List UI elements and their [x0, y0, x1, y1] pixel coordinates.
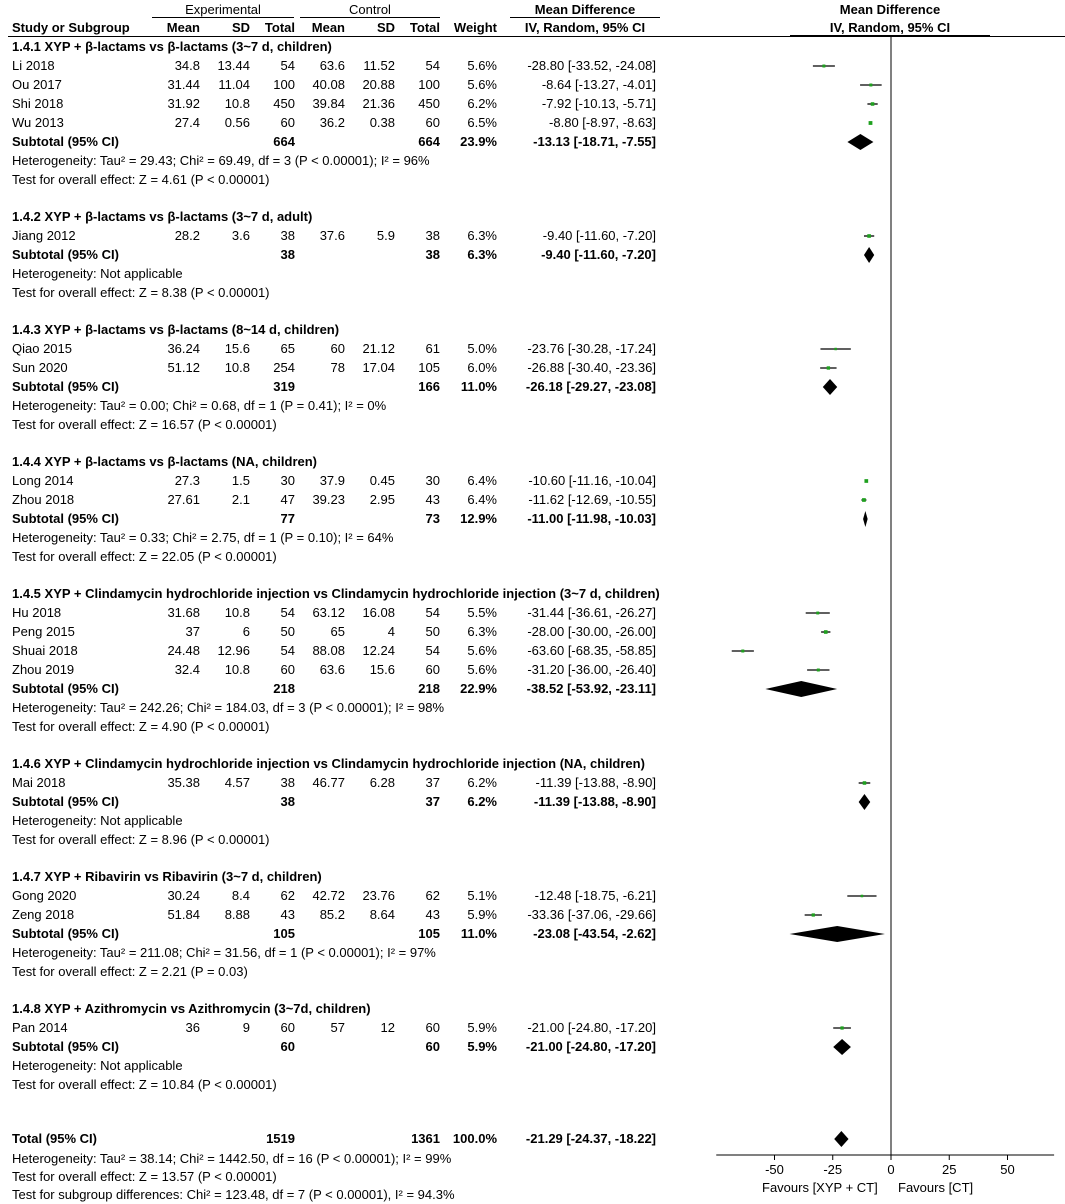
x-axis-tick-label: 25	[942, 1162, 957, 1177]
study-cell-e-total: 54	[280, 58, 295, 73]
study-cell-e-total: 38	[280, 775, 295, 790]
study-cell-c-mean: 46.77	[312, 775, 345, 790]
study-cell-c-total: 60	[425, 1020, 440, 1035]
total-ci: -21.29 [-24.37, -18.22]	[525, 1131, 656, 1146]
subtotal-ci: -13.13 [-18.71, -7.55]	[533, 134, 656, 149]
heterogeneity-text: Heterogeneity: Not applicable	[12, 266, 183, 281]
study-cell-c-total: 30	[425, 473, 440, 488]
study-cell-e-total: 38	[280, 228, 295, 243]
subtotal-ctl-total: 37	[425, 794, 440, 809]
study-cell-c-total: 105	[418, 360, 440, 375]
study-cell-c-mean: 78	[330, 360, 345, 375]
study-cell-ci-text: -21.00 [-24.80, -17.20]	[527, 1020, 656, 1035]
subtotal-label: Subtotal (95% CI)	[12, 1039, 119, 1054]
total-diamond	[834, 1131, 848, 1147]
col-ci: IV, Random, 95% CI	[524, 20, 646, 35]
study-cell-c-total: 43	[425, 907, 440, 922]
study-cell-c-total: 50	[425, 624, 440, 639]
study-cell-weight: 5.9%	[467, 907, 497, 922]
study-point-estimate	[834, 348, 836, 350]
study-cell-ci-text: -8.64 [-13.27, -4.01]	[541, 77, 656, 92]
study-cell-weight: 6.0%	[467, 360, 497, 375]
study-cell-name: Shuai 2018	[12, 643, 78, 658]
study-cell-name: Wu 2013	[12, 115, 64, 130]
study-cell-e-mean: 51.84	[167, 907, 200, 922]
subtotal-label: Subtotal (95% CI)	[12, 681, 119, 696]
study-cell-e-sd: 9	[242, 1020, 250, 1035]
overall-effect-text: Test for overall effect: Z = 16.57 (P < 0.00001)	[12, 417, 277, 432]
study-cell-e-mean: 27.3	[174, 473, 200, 488]
study-cell-weight: 5.5%	[467, 605, 497, 620]
study-cell-e-mean: 34.8	[174, 58, 200, 73]
subtotal-ci: -11.39 [-13.88, -8.90]	[533, 794, 656, 809]
subtotal-exp-total: 38	[280, 247, 295, 262]
subtotal-weight: 11.0%	[460, 926, 497, 941]
study-cell-weight: 6.2%	[467, 775, 497, 790]
study-cell-c-total: 450	[418, 96, 440, 111]
study-cell-ci-text: -8.80 [-8.97, -8.63]	[549, 115, 656, 130]
favours-left-label: Favours [XYP + CT]	[762, 1180, 878, 1195]
heterogeneity-text: Heterogeneity: Tau² = 242.26; Chi² = 184.03, df = 3 (P < 0.00001); I² = 98%	[12, 700, 445, 715]
study-cell-ci-text: -26.88 [-30.40, -23.36]	[527, 360, 656, 375]
subtotal-diamond	[847, 134, 873, 150]
study-cell-weight: 6.5%	[467, 115, 497, 130]
favours-right-label: Favours [CT]	[898, 1180, 974, 1195]
md-column-header: Mean Difference	[510, 2, 660, 18]
study-cell-e-sd: 0.56	[224, 115, 250, 130]
study-cell-ci-text: -31.20 [-36.00, -26.40]	[527, 662, 656, 677]
subtotal-ci: -26.18 [-29.27, -23.08]	[525, 379, 656, 394]
col-weight: Weight	[453, 20, 497, 35]
study-cell-ci-text: -11.62 [-12.69, -10.55]	[528, 492, 656, 507]
study-cell-c-sd: 4	[387, 624, 395, 639]
study-cell-c-mean: 60	[330, 341, 345, 356]
study-cell-c-sd: 16.08	[362, 605, 395, 620]
subtotal-diamond	[859, 794, 871, 810]
subgroup-title: 1.4.3 XYP + β-lactams vs β-lactams (8~14 d, children)	[12, 322, 340, 337]
study-cell-c-mean: 39.84	[312, 96, 345, 111]
study-cell-e-total: 30	[280, 473, 295, 488]
study-cell-e-mean: 51.12	[167, 360, 200, 375]
study-cell-e-mean: 35.38	[167, 775, 200, 790]
experimental-group-header: Experimental	[152, 2, 294, 18]
subtotal-exp-total: 38	[280, 794, 295, 809]
study-cell-name: Hu 2018	[12, 605, 62, 620]
study-point-estimate	[862, 498, 866, 502]
subtotal-diamond	[823, 379, 837, 395]
study-cell-c-mean: 42.72	[312, 888, 345, 903]
study-cell-c-sd: 8.64	[369, 907, 395, 922]
study-cell-name: Qiao 2015	[12, 341, 72, 356]
study-cell-c-sd: 12	[380, 1020, 395, 1035]
study-cell-c-mean: 63.6	[319, 662, 345, 677]
study-point-estimate	[840, 1026, 843, 1029]
subtotal-ctl-total: 38	[425, 247, 440, 262]
study-cell-e-sd: 6	[242, 624, 250, 639]
study-cell-e-mean: 27.61	[167, 492, 200, 507]
overall-effect-text: Test for overall effect: Z = 2.21 (P = 0.03)	[12, 964, 248, 979]
subtotal-label: Subtotal (95% CI)	[12, 134, 119, 149]
study-cell-c-total: 60	[425, 662, 440, 677]
subgroup-title: 1.4.6 XYP + Clindamycin hydrochloride injection vs Clindamycin hydrochloride injection (NA, children)	[12, 756, 645, 771]
subtotal-weight: 6.2%	[467, 794, 497, 809]
study-cell-e-mean: 36	[185, 1020, 200, 1035]
study-cell-c-total: 54	[425, 605, 440, 620]
study-cell-ci-text: -9.40 [-11.60, -7.20]	[542, 228, 656, 243]
study-cell-e-mean: 28.2	[174, 228, 200, 243]
study-point-estimate	[817, 669, 820, 672]
plot-header-title: Mean Difference	[839, 2, 941, 17]
subtotal-ctl-total: 73	[425, 511, 440, 526]
study-cell-weight: 5.1%	[467, 888, 497, 903]
study-cell-c-sd: 0.45	[369, 473, 395, 488]
study-cell-e-total: 50	[280, 624, 295, 639]
study-cell-e-total: 43	[280, 907, 295, 922]
study-cell-c-total: 38	[425, 228, 440, 243]
subgroup-title: 1.4.5 XYP + Clindamycin hydrochloride injection vs Clindamycin hydrochloride injection (3~7 d, children)	[12, 586, 660, 601]
subtotal-ci: -38.52 [-53.92, -23.11]	[526, 681, 656, 696]
study-cell-c-sd: 6.28	[369, 775, 395, 790]
overall-effect-text: Test for overall effect: Z = 10.84 (P < 0.00001)	[12, 1077, 277, 1092]
study-cell-e-mean: 31.92	[167, 96, 200, 111]
study-cell-ci-text: -11.39 [-13.88, -8.90]	[535, 775, 656, 790]
study-cell-c-sd: 15.6	[369, 662, 395, 677]
total-label: Total (95% CI)	[12, 1131, 97, 1146]
study-cell-weight: 6.2%	[467, 96, 497, 111]
subgroup-title: 1.4.8 XYP + Azithromycin vs Azithromycin (3~7d, children)	[12, 1001, 371, 1016]
col-ctl-mean: Mean	[311, 20, 345, 35]
study-cell-ci-text: -12.48 [-18.75, -6.21]	[534, 888, 656, 903]
subtotal-weight: 12.9%	[460, 511, 497, 526]
subtotal-weight: 22.9%	[460, 681, 497, 696]
study-cell-e-total: 47	[280, 492, 295, 507]
study-cell-e-total: 60	[280, 662, 295, 677]
study-point-estimate	[864, 479, 868, 483]
study-cell-e-mean: 37	[185, 624, 200, 639]
subtotal-label: Subtotal (95% CI)	[12, 379, 119, 394]
study-cell-ci-text: -31.44 [-36.61, -26.27]	[527, 605, 656, 620]
study-cell-ci-text: -33.36 [-37.06, -29.66]	[527, 907, 656, 922]
total-weight: 100.0%	[452, 1131, 497, 1146]
study-point-estimate	[869, 84, 872, 87]
study-cell-c-sd: 2.95	[369, 492, 395, 507]
study-cell-e-total: 60	[280, 115, 295, 130]
subgroup-title: 1.4.7 XYP + Ribavirin vs Ribavirin (3~7 d, children)	[12, 869, 322, 884]
control-group-header: Control	[300, 2, 440, 18]
study-cell-name: Mai 2018	[12, 775, 66, 790]
study-point-estimate	[824, 630, 828, 634]
study-cell-e-sd: 8.4	[231, 888, 250, 903]
study-cell-ci-text: -28.80 [-33.52, -24.08]	[527, 58, 656, 73]
study-cell-c-total: 61	[425, 341, 440, 356]
plot-header-subtitle: IV, Random, 95% CI	[790, 20, 990, 36]
study-cell-c-sd: 5.9	[376, 228, 395, 243]
subtotal-diamond	[790, 926, 885, 942]
heterogeneity-text: Heterogeneity: Not applicable	[12, 813, 183, 828]
study-cell-weight: 5.6%	[467, 643, 497, 658]
study-cell-ci-text: -10.60 [-11.16, -10.04]	[528, 473, 656, 488]
study-cell-e-sd: 2.1	[231, 492, 250, 507]
subtotal-weight: 23.9%	[460, 134, 497, 149]
study-cell-weight: 5.0%	[467, 341, 497, 356]
subtotal-label: Subtotal (95% CI)	[12, 926, 119, 941]
study-point-estimate	[812, 913, 815, 916]
subgroup-differences-text: Test for subgroup differences: Chi² = 123.48, df = 7 (P < 0.00001), I² = 94.3%	[12, 1187, 455, 1202]
study-cell-e-sd: 1.5	[231, 473, 250, 488]
overall-effect-text: Test for overall effect: Z = 4.61 (P < 0.00001)	[12, 172, 270, 187]
study-cell-c-mean: 63.6	[319, 58, 345, 73]
col-exp-mean: Mean	[166, 20, 200, 35]
study-cell-ci-text: -63.60 [-68.35, -58.85]	[527, 643, 656, 658]
total-exp-total: 1519	[266, 1131, 295, 1146]
study-cell-c-mean: 57	[330, 1020, 345, 1035]
study-cell-c-sd: 11.52	[363, 58, 395, 73]
subtotal-exp-total: 218	[273, 681, 295, 696]
heterogeneity-text: Heterogeneity: Tau² = 0.00; Chi² = 0.68, df = 1 (P = 0.41); I² = 0%	[12, 398, 387, 413]
study-cell-e-mean: 31.44	[167, 77, 200, 92]
total-heterogeneity-text: Heterogeneity: Tau² = 38.14; Chi² = 1442.50, df = 16 (P < 0.00001); I² = 99%	[12, 1151, 452, 1166]
study-cell-weight: 6.3%	[467, 228, 497, 243]
overall-effect-text: Test for overall effect: Z = 8.38 (P < 0.00001)	[12, 285, 270, 300]
subtotal-ctl-total: 105	[418, 926, 440, 941]
study-cell-c-mean: 39.23	[312, 492, 345, 507]
study-cell-c-total: 54	[425, 58, 440, 73]
study-cell-name: Sun 2020	[12, 360, 68, 375]
study-cell-c-mean: 65	[330, 624, 345, 639]
study-cell-e-sd: 8.88	[224, 907, 250, 922]
study-cell-c-mean: 36.2	[319, 115, 345, 130]
x-axis-tick-label: 50	[1000, 1162, 1015, 1177]
study-point-estimate	[861, 895, 864, 898]
study-cell-ci-text: -7.92 [-10.13, -5.71]	[541, 96, 656, 111]
study-cell-c-sd: 0.38	[369, 115, 395, 130]
study-cell-c-sd: 23.76	[362, 888, 395, 903]
study-cell-name: Peng 2015	[12, 624, 75, 639]
subtotal-label: Subtotal (95% CI)	[12, 247, 119, 262]
subtotal-label: Subtotal (95% CI)	[12, 794, 119, 809]
study-cell-weight: 5.6%	[467, 662, 497, 677]
study-point-estimate	[822, 65, 825, 68]
study-cell-e-total: 450	[273, 96, 295, 111]
subgroup-title: 1.4.1 XYP + β-lactams vs β-lactams (3~7 d, children)	[12, 39, 332, 54]
study-cell-e-total: 100	[273, 77, 295, 92]
subgroup-title: 1.4.4 XYP + β-lactams vs β-lactams (NA, children)	[12, 454, 318, 469]
heterogeneity-text: Heterogeneity: Tau² = 29.43; Chi² = 69.49, df = 3 (P < 0.00001); I² = 96%	[12, 153, 430, 168]
study-cell-c-sd: 17.04	[362, 360, 395, 375]
study-cell-e-sd: 3.6	[231, 228, 250, 243]
subtotal-ci: -23.08 [-43.54, -2.62]	[533, 926, 656, 941]
study-cell-name: Long 2014	[12, 473, 74, 488]
heterogeneity-text: Heterogeneity: Not applicable	[12, 1058, 183, 1073]
study-cell-e-total: 60	[280, 1020, 295, 1035]
x-axis-tick-label: -50	[765, 1162, 784, 1177]
study-cell-c-total: 62	[425, 888, 440, 903]
subtotal-ctl-total: 60	[425, 1039, 440, 1054]
subtotal-exp-total: 664	[273, 134, 295, 149]
overall-effect-text: Test for overall effect: Z = 22.05 (P < 0.00001)	[12, 549, 277, 564]
study-cell-e-total: 54	[280, 643, 295, 658]
col-ctl-total: Total	[409, 20, 440, 35]
col-exp-sd: SD	[231, 20, 250, 35]
study-cell-c-mean: 37.6	[319, 228, 345, 243]
study-cell-name: Jiang 2012	[12, 228, 76, 243]
study-cell-e-sd: 12.96	[217, 643, 250, 658]
study-point-estimate	[827, 366, 830, 369]
study-cell-c-mean: 37.9	[319, 473, 345, 488]
study-cell-c-mean: 40.08	[312, 77, 345, 92]
study-cell-e-mean: 30.24	[167, 888, 200, 903]
study-cell-e-sd: 10.8	[224, 96, 250, 111]
subtotal-ctl-total: 218	[418, 681, 440, 696]
subtotal-ci: -21.00 [-24.80, -17.20]	[525, 1039, 656, 1054]
study-cell-weight: 6.4%	[467, 473, 497, 488]
total-ctl-total: 1361	[411, 1131, 440, 1146]
study-cell-c-mean: 63.12	[312, 605, 345, 620]
x-axis-tick-label: 0	[887, 1162, 895, 1177]
study-cell-e-total: 65	[280, 341, 295, 356]
subtotal-diamond	[864, 247, 874, 263]
col-ctl-sd: SD	[376, 20, 395, 35]
study-cell-e-mean: 31.68	[167, 605, 200, 620]
study-cell-c-total: 60	[425, 115, 440, 130]
study-cell-name: Zhou 2019	[12, 662, 75, 677]
study-cell-weight: 6.3%	[467, 624, 497, 639]
study-cell-e-sd: 15.6	[224, 341, 250, 356]
study-point-estimate	[863, 781, 867, 785]
study-cell-e-total: 62	[280, 888, 295, 903]
study-cell-name: Pan 2014	[12, 1020, 68, 1035]
subtotal-exp-total: 105	[273, 926, 295, 941]
study-cell-name: Li 2018	[12, 58, 55, 73]
study-cell-e-mean: 32.4	[174, 662, 200, 677]
study-cell-c-sd: 12.24	[362, 643, 395, 658]
study-cell-ci-text: -23.76 [-30.28, -17.24]	[527, 341, 656, 356]
study-point-estimate	[871, 102, 875, 106]
study-cell-e-mean: 36.24	[167, 341, 200, 356]
study-cell-e-mean: 27.4	[174, 115, 200, 130]
study-cell-weight: 5.9%	[467, 1020, 497, 1035]
study-cell-name: Gong 2020	[12, 888, 77, 903]
study-point-estimate	[869, 121, 873, 125]
study-point-estimate	[867, 234, 871, 238]
study-cell-c-total: 43	[425, 492, 440, 507]
subtotal-ctl-total: 664	[418, 134, 440, 149]
subtotal-label: Subtotal (95% CI)	[12, 511, 119, 526]
study-cell-weight: 5.6%	[467, 58, 497, 73]
heterogeneity-text: Heterogeneity: Tau² = 211.08; Chi² = 31.56, df = 1 (P < 0.00001); I² = 97%	[12, 945, 436, 960]
subtotal-ci: -9.40 [-11.60, -7.20]	[541, 247, 656, 262]
study-cell-c-mean: 85.2	[319, 907, 345, 922]
study-point-estimate	[741, 650, 744, 653]
study-cell-e-sd: 10.8	[224, 605, 250, 620]
study-cell-name: Ou 2017	[12, 77, 62, 92]
study-cell-e-total: 54	[280, 605, 295, 620]
subtotal-exp-total: 77	[280, 511, 295, 526]
subgroup-title: 1.4.2 XYP + β-lactams vs β-lactams (3~7 d, adult)	[12, 209, 313, 224]
subtotal-weight: 5.9%	[467, 1039, 497, 1054]
overall-effect-text: Test for overall effect: Z = 8.96 (P < 0.00001)	[12, 832, 270, 847]
study-cell-name: Shi 2018	[12, 96, 64, 111]
study-cell-name: Zeng 2018	[12, 907, 75, 922]
study-cell-name: Zhou 2018	[12, 492, 75, 507]
subtotal-exp-total: 60	[280, 1039, 295, 1054]
x-axis-tick-label: -25	[823, 1162, 843, 1177]
study-cell-c-total: 54	[425, 643, 440, 658]
study-cell-c-mean: 88.08	[312, 643, 345, 658]
study-cell-e-sd: 10.8	[224, 662, 250, 677]
study-cell-e-total: 254	[273, 360, 295, 375]
overall-effect-text: Test for overall effect: Z = 4.90 (P < 0.00001)	[12, 719, 270, 734]
study-cell-weight: 5.6%	[467, 77, 497, 92]
study-cell-c-sd: 20.88	[362, 77, 395, 92]
subtotal-ci: -11.00 [-11.98, -10.03]	[527, 511, 656, 526]
subtotal-diamond	[863, 511, 868, 527]
study-cell-c-sd: 21.36	[362, 96, 395, 111]
study-cell-c-sd: 21.12	[362, 341, 395, 356]
study-cell-c-total: 37	[425, 775, 440, 790]
subtotal-diamond	[765, 681, 837, 697]
col-study: Study or Subgroup	[12, 20, 130, 35]
study-point-estimate	[816, 612, 819, 615]
study-cell-e-sd: 11.04	[218, 77, 250, 92]
study-cell-e-sd: 4.57	[224, 775, 250, 790]
subtotal-weight: 11.0%	[460, 379, 497, 394]
subtotal-diamond	[833, 1039, 851, 1055]
subtotal-weight: 6.3%	[467, 247, 497, 262]
heterogeneity-text: Heterogeneity: Tau² = 0.33; Chi² = 2.75, df = 1 (P = 0.10); I² = 64%	[12, 530, 394, 545]
col-exp-total: Total	[264, 20, 295, 35]
total-overall-effect-text: Test for overall effect: Z = 13.57 (P < 0.00001)	[12, 1169, 277, 1184]
subtotal-exp-total: 319	[273, 379, 295, 394]
study-cell-ci-text: -28.00 [-30.00, -26.00]	[527, 624, 656, 639]
study-cell-e-sd: 13.44	[217, 58, 250, 73]
study-cell-weight: 6.4%	[467, 492, 497, 507]
study-cell-e-sd: 10.8	[224, 360, 250, 375]
subtotal-ctl-total: 166	[418, 379, 440, 394]
study-cell-e-mean: 24.48	[167, 643, 200, 658]
study-cell-c-total: 100	[418, 77, 440, 92]
